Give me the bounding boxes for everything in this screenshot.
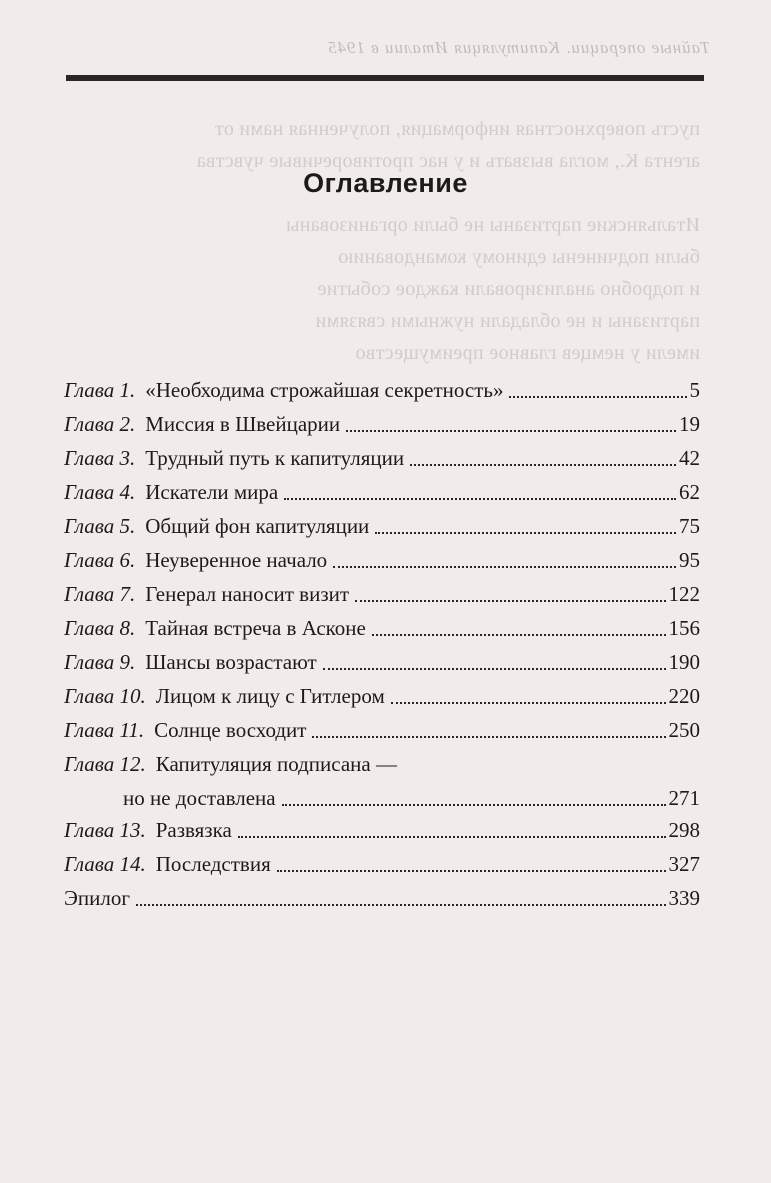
chapter-title: Капитуляция подписана — xyxy=(155,752,397,776)
chapter-label: Глава xyxy=(64,378,115,402)
chapter-title: Искатели мира xyxy=(145,480,279,504)
chapter-title: Последствия xyxy=(155,852,271,876)
dot-leader xyxy=(410,463,676,466)
bleed-through-line: агента К., могла вызвать и у нас противоречивые чувства xyxy=(196,150,700,172)
page-number: 220 xyxy=(668,684,700,708)
toc-entry-chapter-11[interactable] xyxy=(64,713,700,747)
dot-leader xyxy=(312,735,665,738)
page-number: 298 xyxy=(668,818,700,842)
dot-leader xyxy=(284,497,676,500)
chapter-title: Трудный путь к капитуляции xyxy=(145,446,405,470)
chapter-label: Глава xyxy=(64,818,115,842)
dot-leader xyxy=(277,869,666,872)
chapter-title: Шансы возрастают xyxy=(145,650,317,674)
chapter-title: Общий фон капитуляции xyxy=(145,514,370,538)
dot-leader xyxy=(282,803,666,806)
chapter-title: Лицом к лицу с Гитлером xyxy=(155,684,385,708)
chapter-label: Глава xyxy=(64,514,115,538)
dot-leader xyxy=(346,429,676,432)
chapter-label: Глава xyxy=(64,684,115,708)
chapter-number: 12. xyxy=(119,752,146,776)
chapter-title: Развязка xyxy=(155,818,232,842)
toc-entry-chapter-8[interactable] xyxy=(64,611,700,645)
toc-entry-chapter-3[interactable] xyxy=(64,441,700,475)
chapter-number: 2. xyxy=(119,412,136,436)
chapter-title: Тайная встреча в Асконе xyxy=(145,616,366,640)
chapter-title-continued: но не доставлена xyxy=(123,786,276,810)
page-number: 122 xyxy=(668,582,700,606)
dot-leader xyxy=(355,599,665,602)
chapter-number: 4. xyxy=(119,480,136,504)
toc-entry-chapter-13[interactable] xyxy=(64,813,700,847)
chapter-number: 8. xyxy=(119,616,136,640)
chapter-number: 5. xyxy=(119,514,136,538)
chapter-label: Глава xyxy=(64,582,115,606)
toc-entry-chapter-12[interactable] xyxy=(64,747,700,813)
chapter-label: Глава xyxy=(64,548,115,572)
running-header-bleed: Тайные операции. Капитуляция Италии в 1945 xyxy=(327,38,710,57)
chapter-title: Миссия в Швейцарии xyxy=(145,412,341,436)
page-number: 327 xyxy=(668,852,700,876)
dot-leader xyxy=(333,565,676,568)
chapter-label: Глава xyxy=(64,650,115,674)
epilogue-title: Эпилог xyxy=(64,886,130,910)
chapter-number: 10. xyxy=(119,684,146,708)
page-number: 271 xyxy=(668,786,700,810)
chapter-label: Глава xyxy=(64,616,115,640)
page-number: 250 xyxy=(668,718,700,742)
page-number: 19 xyxy=(679,412,700,436)
toc-entry-chapter-9[interactable] xyxy=(64,645,700,679)
chapter-number: 6. xyxy=(119,548,136,572)
dot-leader xyxy=(391,701,666,704)
chapter-title: Солнце восходит xyxy=(154,718,307,742)
page-number: 190 xyxy=(668,650,700,674)
page-title: Оглавление xyxy=(303,168,468,198)
bleed-through-line: пусть поверхностная информация, полученная нами от xyxy=(214,118,700,140)
chapter-number: 9. xyxy=(119,650,136,674)
bleed-through-line: были подчинены единому командованию xyxy=(337,246,700,268)
header-rule xyxy=(66,75,704,81)
toc-entry-chapter-4[interactable] xyxy=(64,475,700,509)
toc-entry-chapter-7[interactable] xyxy=(64,577,700,611)
page-number: 62 xyxy=(679,480,700,504)
table-of-contents xyxy=(64,373,700,915)
dot-leader xyxy=(136,903,666,906)
page-number: 5 xyxy=(689,378,700,402)
toc-entry-chapter-6[interactable] xyxy=(64,543,700,577)
dot-leader xyxy=(372,633,666,636)
chapter-title: Неуверенное начало xyxy=(145,548,328,572)
chapter-number: 11. xyxy=(119,718,145,742)
toc-entry-chapter-10[interactable] xyxy=(64,679,700,713)
bleed-through-line: и подробно анализировали каждое событие xyxy=(317,278,700,300)
chapter-label: Глава xyxy=(64,446,115,470)
page-number: 156 xyxy=(668,616,700,640)
toc-entry-epilogue[interactable] xyxy=(64,881,700,915)
dot-leader xyxy=(509,395,686,398)
toc-entry-chapter-2[interactable] xyxy=(64,407,700,441)
page-number: 95 xyxy=(679,548,700,572)
chapter-number: 14. xyxy=(119,852,146,876)
chapter-label: Глава xyxy=(64,852,115,876)
page-number: 42 xyxy=(679,446,700,470)
chapter-number: 13. xyxy=(119,818,146,842)
chapter-number: 7. xyxy=(119,582,136,606)
bleed-through-line: Итальянские партизаны не были организованы xyxy=(285,214,700,236)
chapter-title: «Необходима строжайшая секретность» xyxy=(145,378,504,402)
chapter-label: Глава xyxy=(64,752,115,776)
bleed-through-line: партизаны и не обладали нужными связями xyxy=(315,310,700,332)
chapter-label: Глава xyxy=(64,718,115,742)
toc-entry-chapter-1[interactable] xyxy=(64,373,700,407)
chapter-label: Глава xyxy=(64,412,115,436)
dot-leader xyxy=(323,667,666,670)
toc-entry-chapter-5[interactable] xyxy=(64,509,700,543)
toc-entry-chapter-14[interactable] xyxy=(64,847,700,881)
chapter-number: 1. xyxy=(119,378,136,402)
dot-leader xyxy=(238,835,666,838)
bleed-through-line: имели у немцев главное преимущество xyxy=(355,342,700,364)
page-number: 75 xyxy=(679,514,700,538)
page-number: 339 xyxy=(668,886,700,910)
chapter-title: Генерал наносит визит xyxy=(145,582,350,606)
chapter-number: 3. xyxy=(119,446,136,470)
chapter-label: Глава xyxy=(64,480,115,504)
dot-leader xyxy=(375,531,676,534)
